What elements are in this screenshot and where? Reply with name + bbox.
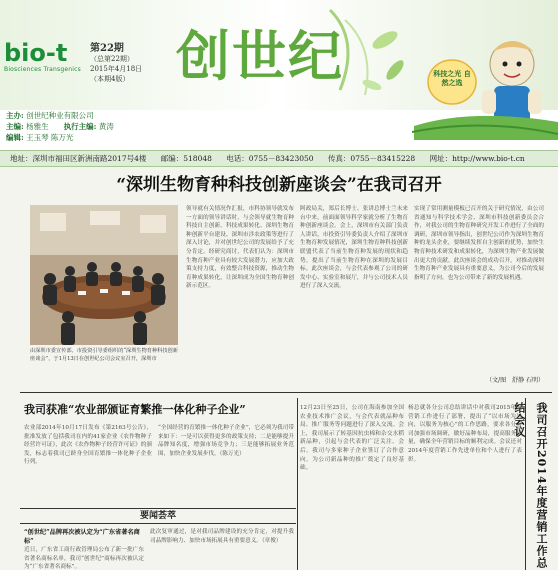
brand-logo [4, 40, 92, 84]
newspaper-title [176, 24, 376, 94]
lead-article-col-3: 阿政局关，郑后长博士、张讲总博士兰未来台中来，前面面领导科学家就分析了生物育种创新座谈会。会上，深圳市有关部门负责人讲话，市投资引导委负责人介绍了深圳市生物育种发展情况，深圳生物育种科技创新联盟代表了当前生物育种发展的现状和趋势，提出了当前生物育种在深圳的发展目标。此次座谈会，与会代表参观了公司的研发中心、实验室和展厅，并与公司技术人员进行了深入交流。 [300, 206, 408, 290]
mascot-slogan: 科技之光 自然之选 [433, 70, 471, 87]
sponsor-name: 创世纪种业有限公司 [26, 111, 94, 120]
second-article-title: 我司获准“农业部颁证育繁推一体化种子企业” [24, 403, 246, 416]
writers-label: 编辑: [6, 133, 24, 142]
vertical-article-title: 我司召开2014年度营销工作总结会议 [513, 402, 548, 569]
title-text: 创世纪 [176, 25, 344, 88]
editor-name: 杨雅生 [26, 122, 49, 131]
lead-article-col-2: 领导就有关情况作汇报，市科协领导就发布一方面的领导讲话时，与会领导就生物育种科技自主创新、科技成果转化、深圳生物育种创新平台建设、深圳市涉农政策等进行了深入讨论，并对创世纪公司的发展给予了充分肯定。经研究商讨，代表们认为：深圳市生物育种产业具有较大发展潜力，应加大政策支持力度，有效整合科技资源，推动生物育种成果转化，让深圳成为全国生物育种创新示范区。 [186, 206, 294, 290]
issue-page-count: （本期4版） [90, 75, 130, 83]
masthead [0, 0, 558, 150]
exec-editor-name: 黄涛 [98, 122, 114, 131]
issue-number: 第22期 [90, 43, 124, 54]
news-col-1: 近日，广东省工商行政管理局公布了新一批广东省著名商标名单，我司“创世纪”商标再次被认定为“广东省著名商标”。 [24, 547, 144, 570]
lead-article-signature: （文/图 舒静 石明） [486, 377, 544, 384]
middle-article-col-1: 12月23日至25日，公司在海南参加全国农业技术推广会议，与会代表就品种布局、推广服务等问题进行了深入交流。会上，我司展示了转基因抗虫棉和杂交水稻新品种，引起与会代表的广泛关注。会后，我司与多家种子企业签订了合作意向，为公司新品种的推广奠定了良好基础。 [300, 405, 404, 472]
contact-address: 地址：深圳市福田区新洲南路2017号4楼 [10, 154, 147, 163]
contact-phone: 电话：0755－83423050 [226, 154, 314, 163]
editor-label: 主编: [6, 122, 24, 131]
meeting-photo-image [30, 205, 178, 345]
second-article-col-2: “全国经营的育繁推一体化种子企业”，它必须为我司带来如下：一是可以获得更多的政策支持；二是能够提升品牌知名度，增强市场竞争力；三是能够拓展业务范围，加快企业发展步伐。（陈万光） [158, 425, 294, 457]
page-headline: “深圳生物育种科技创新座谈会”在我司召开 [116, 175, 442, 195]
meeting-photo [30, 205, 178, 345]
logo-text: bio-t [4, 39, 68, 67]
masthead-staff-info [0, 110, 558, 144]
second-article-col-1: 农业部2014年10月17日发布《第2163号公告》，批准发放了包括我司在内的41家企业《农作物种子经营许可证》，此次《农作物种子经营许可证》的颁发，标志着我司已跻身全国育繁推一体化种子企业行列。 [24, 425, 152, 466]
contact-postcode: 邮编：518048 [160, 154, 212, 163]
middle-article-col-2: 杨总就各分公司总结讲话中对我司2015年度营销工作进行了部署，提出了“以市场为导向，以服务为核心”的工作思路，要求各分公司加强市场调研，做好品种布局，提高服务质量，确保全年营销目标的顺利完成。会议还对2014年度营销工作先进单位和个人进行了表彰。 [408, 405, 522, 463]
logo-subtitle: Biosciences Transgenics [4, 66, 81, 73]
news-section-title: 要闻荟萃 [20, 508, 296, 524]
news-col-2: 此次复审通过，是对我司品牌建设的充分肯定，对提升我司品牌影响力、加快市场拓展具有重要意义。（章俊） [150, 529, 294, 544]
issue-info [90, 44, 160, 84]
contact-website[interactable]: 网址：http://www.bio-t.cn [429, 154, 525, 163]
news-sub-title: “创世纪”品牌再次被认定为“广东省著名商标” [24, 529, 140, 545]
contact-bar [0, 150, 558, 167]
photo-caption: 由深圳市委宣传部、市投资引导委组织的“深圳生物育种科技创新座谈会”，于1月13日在创世纪公司会议室召开，深圳市 [30, 348, 178, 362]
sponsor-label: 主办: [6, 111, 24, 120]
issue-total: （总第22期） [90, 55, 134, 63]
issue-date: 2015年4月18日 [90, 65, 143, 73]
contact-fax: 传真：0755－83415228 [327, 154, 416, 163]
writers-names: 王玉琴 陈万光 [26, 133, 74, 142]
lead-article-col-4: 实现了常用测量模板已召开的关于研究情况，由公司省通知与科学技术学会、深圳市科技创新委员会合作，对我公司的生物育种研究开发工作进行了全面的调研，深圳市领导指出，创世纪公司作为深圳生物育种的龙头企业，要继续发挥自主创新的优势，加快生物育种技术研发和成果转化，为深圳生物产业发展做出更大的贡献。此次座谈会的成功召开，对推动深圳生物育种产业发展具有重要意义，为公司今后的发展指明了方向，也为公司带来了新的发展机遇。 [414, 206, 544, 281]
exec-editor-label: 执行主编: [63, 122, 97, 131]
column-divider [297, 398, 298, 570]
section-divider [20, 392, 552, 393]
